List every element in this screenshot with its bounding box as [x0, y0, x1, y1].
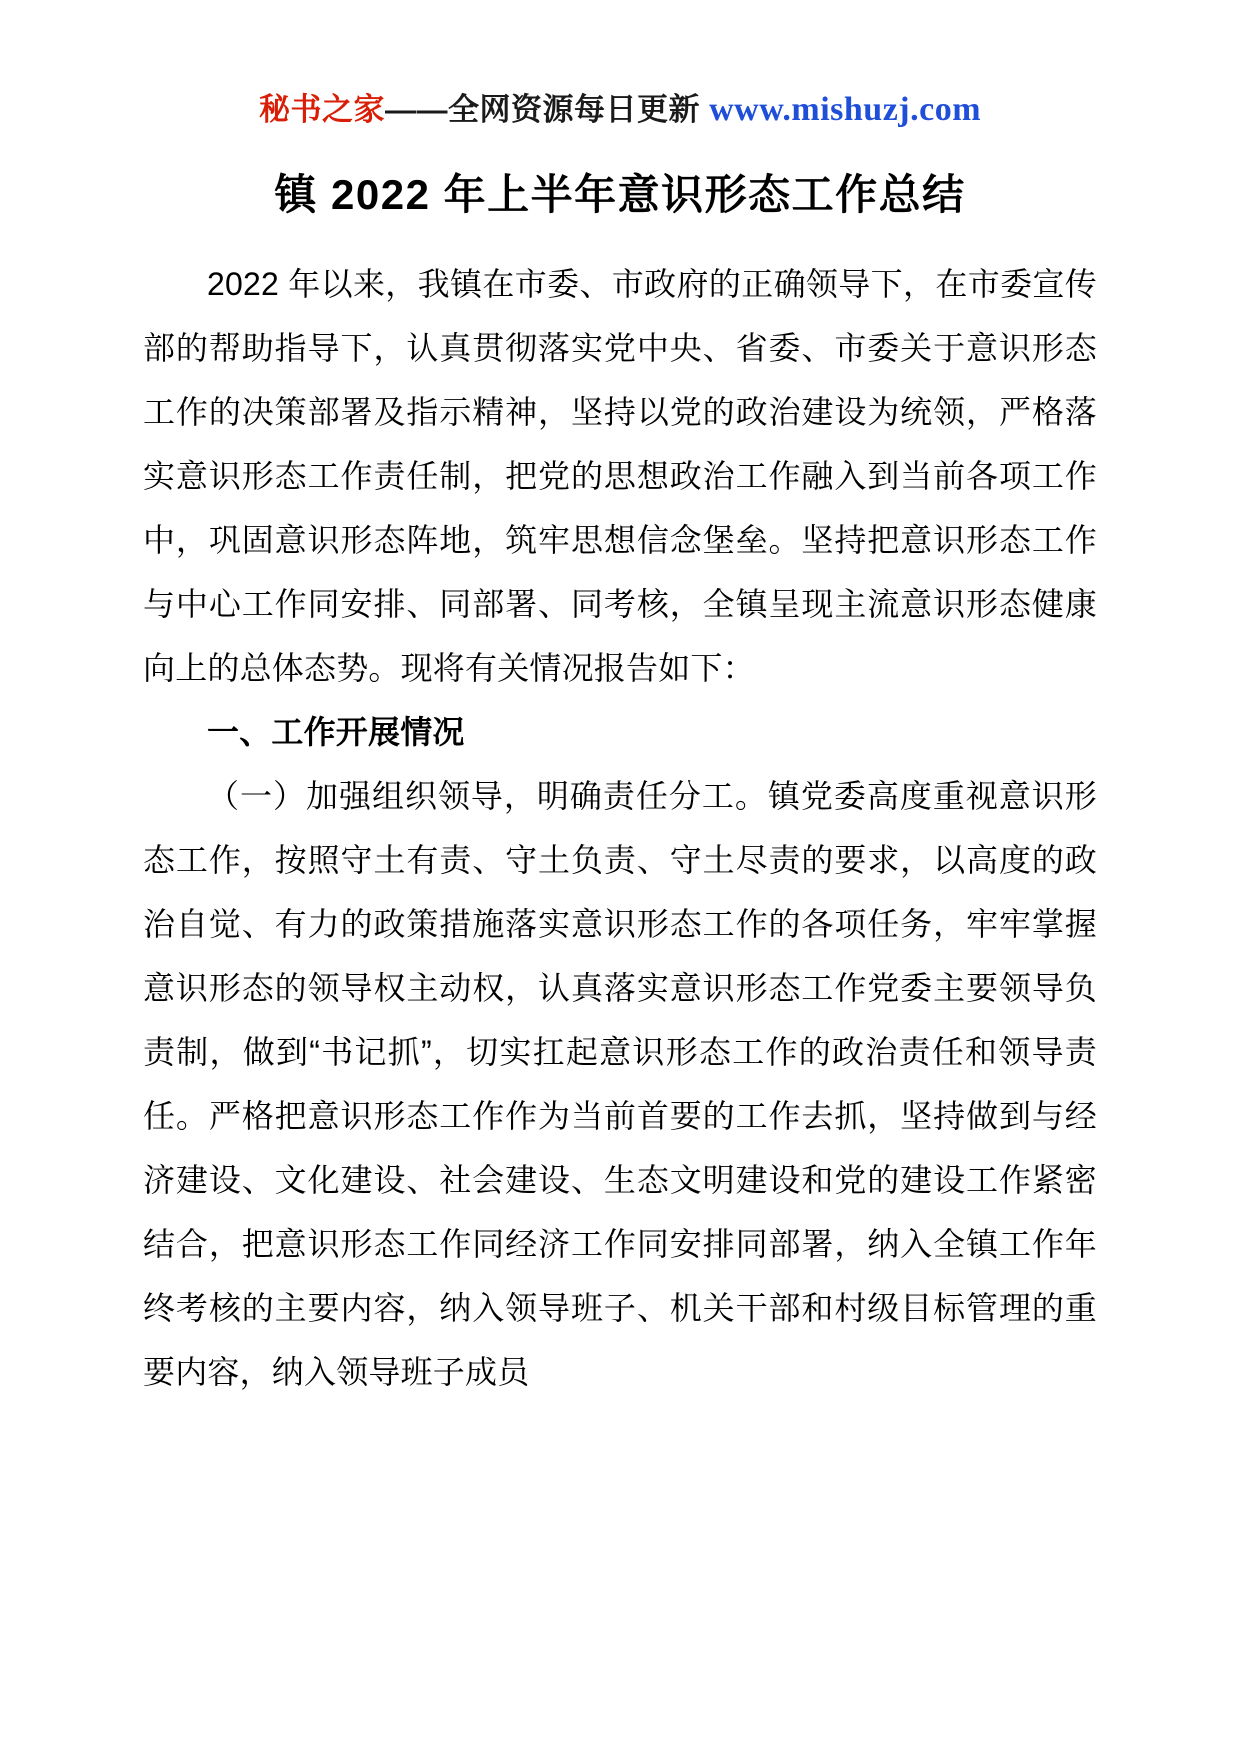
- document-body: [143, 252, 1097, 1404]
- watermark-tagline: 全网资源每日更新: [447, 92, 710, 127]
- site-watermark: [0, 84, 1240, 129]
- watermark-brand: 秘书之家: [258, 92, 385, 127]
- paragraph-section-one: 一、工作开展情况: [207, 714, 465, 750]
- paragraph-intro: 2022 年以来，我镇在市委、市政府的正确领导下，在市委宣传部的帮助指导下，认真贯彻落实党中央、省委、市委关于意识形态工作的决策部署及指示精神，坚持以党的政治建设为统领，严格落实意识形态工作责任制，把党的思想政治工作融入到当前各项工作中，巩固意识形态阵地，筑牢思想信念堡垒。坚持把意识形态工作与中心工作同安排、同部署、同考核，全镇呈现主流意识形态健康向上的总体态势。现将有关情况报告如下：: [143, 266, 1097, 686]
- watermark-dash: ——: [384, 92, 448, 127]
- paragraph-subsection-one: （一）加强组织领导，明确责任分工。镇党委高度重视意识形态工作，按照守土有责、守土负责、守土尽责的要求，以高度的政治自觉、有力的政策措施落实意识形态工作的各项任务，牢牢掌握意识形态的领导权主动权，认真落实意识形态工作党委主要领导负责制，做到“书记抓”，切实扛起意识形态工作的政治责任和领导责任。严格把意识形态工作作为当前首要的工作去抓，坚持做到与经济建设、文化建设、社会建设、生态文明建设和党的建设工作紧密结合，把意识形态工作同经济工作同安排同部署，纳入全镇工作年终考核的主要内容，纳入领导班子、机关干部和村级目标管理的重要内容，纳入领导班子成员: [143, 778, 1097, 1390]
- page-title: 镇 2022 年上半年意识形态工作总结: [274, 171, 966, 219]
- watermark-url[interactable]: www.mishuzj.com: [709, 91, 982, 128]
